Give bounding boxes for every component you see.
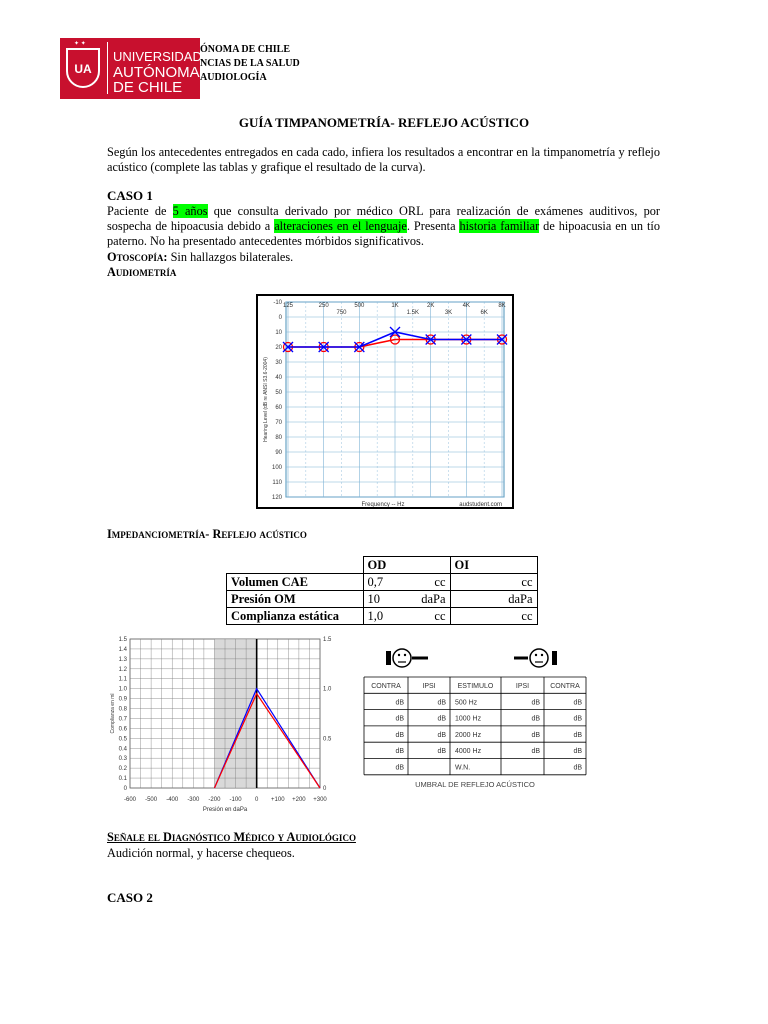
y-tick-label: -10 xyxy=(273,300,282,306)
reflex-cell: 2000 Hz xyxy=(455,731,482,739)
institution-line-2: NCIAS DE LA SALUD xyxy=(200,58,300,69)
x-tick-label: 500 xyxy=(354,303,365,309)
y-tick-label: 0.6 xyxy=(118,726,127,733)
x-tick-label: 250 xyxy=(318,303,329,309)
y-tick-label: 0.5 xyxy=(118,736,127,743)
reflex-cell: dB xyxy=(395,715,404,723)
y-tick-label: 0.2 xyxy=(118,766,127,773)
reflex-header: CONTRA xyxy=(550,683,580,690)
y-axis-label: Hearing Level (dB re ANSI S3.6-2004) xyxy=(263,357,269,442)
reflex-cell: dB xyxy=(531,699,540,707)
diagnostico-label: Señale el Diagnóstico Médico y Audiológico xyxy=(107,830,356,844)
table-row: Presión OM 10 daPa daPa xyxy=(227,591,538,608)
x-tick-label: -300 xyxy=(187,797,200,803)
reflex-cell: dB xyxy=(437,748,446,756)
y-tick-label: 110 xyxy=(272,480,282,486)
highlight-family: historia familiar xyxy=(459,219,540,233)
y-tick-label: 40 xyxy=(275,375,282,381)
right-tick-label: 1.0 xyxy=(323,686,332,693)
x-tick-label: -200 xyxy=(208,797,221,803)
y-tick-label: 70 xyxy=(275,420,282,426)
x-axis-label: Frequency -- Hz xyxy=(361,502,405,507)
x-tick-label: 1K xyxy=(391,303,399,309)
y-tick-label: 30 xyxy=(275,360,282,366)
y-tick-label: 0.4 xyxy=(118,746,127,753)
x-tick-label: 0 xyxy=(254,797,259,803)
reflex-cell: 1000 Hz xyxy=(455,715,482,723)
institution-line-3: AUDIOLOGÍA xyxy=(200,72,267,83)
x-tick-label: +300 xyxy=(313,797,327,803)
logo-line-2: AUTÓNOMA xyxy=(113,64,200,81)
face-eye xyxy=(398,654,400,656)
reflex-cell: dB xyxy=(437,699,446,707)
contra-ear-icon xyxy=(530,649,548,667)
reflex-cell: dB xyxy=(395,764,404,772)
y-tick-label: 90 xyxy=(275,450,282,456)
x-axis-label: Presión en daPa xyxy=(202,807,248,813)
logo-line-1: UNIVERSIDAD xyxy=(113,49,202,64)
reflex-header: ESTIMULO xyxy=(457,683,494,690)
y-tick-label: 1.4 xyxy=(118,646,127,653)
y-tick-label: 50 xyxy=(275,390,282,396)
university-logo xyxy=(60,38,200,99)
reflex-cell: 4000 Hz xyxy=(455,748,482,756)
y-tick-label: 1.1 xyxy=(118,676,127,683)
x-tick-label: 1.5K xyxy=(406,310,420,316)
tympanogram-chart xyxy=(108,633,344,819)
intro-paragraph: Según los antecedentes entregados en cada cado, infiera los resultados a encontrar en la timpanometría y reflejo acústico (complete las tablas y grafique el resultado de la curva). xyxy=(107,145,660,174)
table-row: Volumen CAE 0,7 cc cc xyxy=(227,574,538,591)
highlight-age: 5 años xyxy=(172,204,208,218)
reflex-cell: dB xyxy=(573,748,582,756)
reflex-cell: 500 Hz xyxy=(455,699,478,707)
y-tick-label: 10 xyxy=(275,330,282,336)
x-tick-label: 4K xyxy=(462,303,471,309)
face-eye xyxy=(535,654,537,656)
reflex-cell: dB xyxy=(573,764,582,772)
y-tick-label: 1.2 xyxy=(118,666,127,673)
caso-1-paragraph: Paciente de 5 años que consulta derivado por médico ORL para realización de exámenes auditivos, por sospecha de hipoacusia debido a alteraciones en el lenguaje. Presenta historia familiar de hipoacusia en un tío paterno. No ha presentado antecedentes mórbidos significativos. xyxy=(107,204,660,248)
reflex-svg xyxy=(356,641,590,791)
y-tick-label: 100 xyxy=(271,465,282,471)
face-eye xyxy=(404,654,406,656)
audiometria-label: Audiometría xyxy=(107,265,177,279)
y-tick-label: 0.9 xyxy=(118,696,127,703)
reflex-header: IPSI xyxy=(422,683,436,690)
earphone-icon xyxy=(386,651,391,665)
earphone-icon xyxy=(552,651,557,665)
impedance-table xyxy=(226,556,538,625)
chart-credit: audstudent.com xyxy=(459,502,502,507)
reflex-header: CONTRA xyxy=(371,683,401,690)
y-axis-label: Complianza en ml xyxy=(110,693,116,734)
highlight-language: alteraciones en el lenguaje xyxy=(274,219,407,233)
right-tick-label: 0.5 xyxy=(323,736,332,743)
x-tick-label: +100 xyxy=(271,797,285,803)
ua-emblem: UA xyxy=(66,48,100,88)
y-tick-label: 0.1 xyxy=(118,776,127,783)
table-row: Complianza estática 1,0 cc cc xyxy=(227,608,538,625)
x-tick-label: 6K xyxy=(480,310,488,316)
reflex-cell: dB xyxy=(573,731,582,739)
face-outline xyxy=(393,649,411,667)
reflex-header: IPSI xyxy=(515,683,530,690)
reflex-cell: dB xyxy=(573,699,582,707)
face-eye xyxy=(541,654,543,656)
x-tick-label: -500 xyxy=(145,797,158,803)
y-tick-label: 1.3 xyxy=(118,656,127,663)
reflex-caption: UMBRAL DE REFLEJO ACÚSTICO xyxy=(415,780,535,789)
x-tick-label: 8K xyxy=(498,303,506,309)
y-tick-label: 1.5 xyxy=(118,637,127,643)
impedancia-label: Impedanciometría- Reflejo acústico xyxy=(107,527,307,541)
logo-line-3: DE CHILE xyxy=(113,79,183,96)
acoustic-reflex-panel xyxy=(356,641,590,791)
reflex-cell: dB xyxy=(395,731,404,739)
y-tick-label: 20 xyxy=(275,345,282,351)
x-tick-label: 125 xyxy=(282,303,294,309)
audiogram-svg xyxy=(258,296,512,507)
x-tick-label: +200 xyxy=(292,797,306,803)
right-tick-label: 0 xyxy=(323,786,327,792)
x-tick-label: -100 xyxy=(229,797,242,803)
caso-2-heading: CASO 2 xyxy=(107,890,153,905)
reflex-cell: dB xyxy=(437,715,446,723)
reflex-cell: dB xyxy=(573,715,582,723)
tympanogram-svg xyxy=(108,633,344,819)
y-tick-label: 0 xyxy=(278,315,282,321)
diagnostico-answer: Audición normal, y hacerse chequeos. xyxy=(107,846,295,860)
y-tick-label: 0.8 xyxy=(118,706,127,713)
x-tick-label: -600 xyxy=(123,797,137,803)
reflex-cell: dB xyxy=(531,715,540,723)
y-tick-label: 120 xyxy=(271,495,282,501)
right-tick-label: 1.5 xyxy=(323,637,332,643)
reflex-cell: W.N. xyxy=(455,764,471,772)
y-tick-label: 0.7 xyxy=(118,716,127,723)
x-tick-label: -400 xyxy=(166,797,179,803)
x-tick-label: 2K xyxy=(426,303,435,309)
y-tick-label: 0.3 xyxy=(118,756,127,763)
audiogram-chart xyxy=(256,294,514,509)
x-tick-label: 3K xyxy=(444,310,453,316)
x-tick-label: 750 xyxy=(336,310,347,316)
header-oi: OI xyxy=(450,557,537,574)
y-tick-label: 60 xyxy=(275,405,282,411)
reflex-cell: dB xyxy=(437,731,446,739)
y-tick-label: 0 xyxy=(123,786,127,792)
reflex-cell: dB xyxy=(395,699,404,707)
institution-line-1: ÓNOMA DE CHILE xyxy=(200,44,291,55)
caso-1-heading: CASO 1 xyxy=(107,188,153,203)
reflex-cell: dB xyxy=(531,748,540,756)
face-outline xyxy=(530,649,548,667)
header-od: OD xyxy=(363,557,450,574)
reflex-cell: dB xyxy=(531,731,540,739)
y-tick-label: 1.0 xyxy=(118,686,127,693)
document-title: GUÍA TIMPANOMETRÍA- REFLEJO ACÚSTICO xyxy=(238,115,530,130)
reflex-cell: dB xyxy=(395,748,404,756)
crest-icon: ✦ ✦ xyxy=(74,41,86,47)
ipsi-ear-icon xyxy=(393,649,411,667)
otoscopia-line: Otoscopía: Sin hallazgos bilaterales. xyxy=(107,250,294,264)
y-tick-label: 80 xyxy=(275,435,282,441)
